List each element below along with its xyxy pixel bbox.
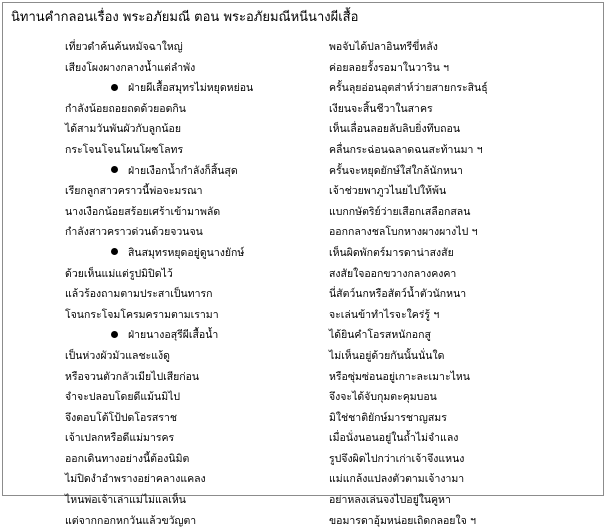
poem-line-left-text: แล้วร้องถามตามประสาเป็นทารก bbox=[65, 288, 213, 301]
poem-line-right: เงียนจะสิ้นชีวาในสาคร bbox=[329, 102, 433, 115]
poem-line-right: พอจับได้ปลาอินทรีขี่หลัง bbox=[329, 41, 438, 53]
poem-line-left bbox=[65, 490, 186, 511]
poem-line-left bbox=[65, 387, 180, 408]
poem-line-right: ครั้นจะหยุดยักษ์ใส่ใกล้นักหนา bbox=[329, 164, 463, 177]
poem-line-left-text: หรือจวนตัวกลัวเมียไปเสียก่อน bbox=[65, 370, 200, 383]
poem-row bbox=[3, 284, 603, 305]
poem-line-left bbox=[65, 428, 174, 449]
poem-line-left-text: ฝ่ายผีเสื้อสมุทรไม่หยุดหย่อน bbox=[128, 82, 254, 95]
poem-row bbox=[3, 243, 603, 264]
poem-line-left bbox=[65, 305, 219, 326]
poem-line-right: เจ้าช่วยพาภูวไนยไปให้พ้น bbox=[329, 185, 447, 198]
poem-line-left-text: กำลังน้อยถอยถดด้วยอดกิน bbox=[65, 102, 186, 115]
poem-line-left-text: ด้วยเห็นแม่แต่รูปมิปิดไว้ bbox=[65, 267, 173, 280]
poem-line-left bbox=[65, 37, 183, 58]
poem-row bbox=[3, 469, 603, 490]
poem-row bbox=[3, 511, 603, 531]
poem-line-right: รูปจึงผิดไปกว่าเก่าเจ้าจึงแหนง bbox=[329, 452, 465, 465]
document-frame bbox=[2, 2, 604, 527]
poem-line-left-text: เรียกลูกสาวคราวนี้พ่อจะมรณา bbox=[65, 185, 203, 198]
poem-line-left bbox=[65, 469, 206, 490]
poem-row bbox=[3, 490, 603, 511]
poem-line-left bbox=[65, 264, 173, 285]
poem-line-right: หรือซุ่มซ่อนอยู่เกาะละเมาะไหน bbox=[329, 370, 470, 383]
poem-row bbox=[3, 181, 603, 202]
poem-line-right: จะเล่นข้าทำไรจะใคร่รู้ ฯ bbox=[329, 308, 440, 321]
poem-line-left-text: ได้สามวันพันผัวกับลูกน้อย bbox=[65, 123, 181, 136]
poem-row bbox=[3, 161, 603, 182]
poem-line-right: ครั้นลุยอ่อนอุตส่าห์ว่ายสายกระสินธุ์ bbox=[329, 82, 488, 95]
poem-line-left bbox=[65, 99, 186, 120]
poem-row bbox=[3, 264, 603, 285]
poem-line-left bbox=[65, 511, 196, 531]
poem-line-left bbox=[65, 449, 189, 470]
poem-row bbox=[3, 428, 603, 449]
poem-row bbox=[3, 140, 603, 161]
poem-line-left bbox=[65, 408, 177, 429]
poem-line-left-text: ไม่ปิดงำอำพรางอย่าคลางแคลง bbox=[65, 473, 206, 486]
poem-line-left-text: จึงตอบโต้โป้ปดโอรสราช bbox=[65, 411, 177, 424]
poem-row bbox=[3, 99, 603, 120]
poem-line-right: คลื่นกระฉ่อนฉลาดฉนสะท้านมา ฯ bbox=[329, 143, 483, 156]
poem-row bbox=[3, 119, 603, 140]
poem-line-left-text: ไหนพ่อเจ้าเล่าแม่ไม่แลเห็น bbox=[65, 494, 186, 507]
poem-line-left bbox=[111, 243, 244, 264]
poem-line-left bbox=[65, 202, 220, 223]
poem-row bbox=[3, 202, 603, 223]
poem-line-right: ขอมารดาอุ้มหน่อยเถิดกลอยใจ ฯ bbox=[329, 514, 476, 527]
poem-line-left bbox=[65, 140, 183, 161]
poem-line-right: จึงจะได้จับกุมตะคุมบอน bbox=[329, 391, 437, 404]
poem-row bbox=[3, 37, 603, 58]
poem-row bbox=[3, 367, 603, 388]
poem-row bbox=[3, 346, 603, 367]
poem-line-left-text: ฝ่ายนางอสุรีผีเสื้อน้ำ bbox=[128, 329, 219, 342]
poem-line-left-text: โจนกระโจมโครมครามตามเรามา bbox=[65, 308, 219, 321]
poem-line-left bbox=[65, 119, 181, 140]
poem-line-left-text: ฝ่ายเงือกน้ำกำลังก็สิ้นสุด bbox=[128, 164, 238, 177]
poem-line-left bbox=[65, 222, 203, 243]
poem-line-right: เห็นเลื่อนลอยลับลิบยิ่งทึบถอน bbox=[329, 123, 460, 136]
poem-line-right: ออกกลางชลโบกหางผางผางไป ฯ bbox=[329, 226, 478, 239]
poem-line-left-text: กระโจนโจนโผนโผซโลทร bbox=[65, 143, 184, 156]
bullet-icon bbox=[111, 84, 118, 91]
poem-line-right: ได้ยินคำโอรสหนักอกสู bbox=[329, 329, 431, 342]
document-title: นิทานคำกลอนเรื่อง พระอภัยมณี ตอน พระอภัยมณีหนีนางผีเสื้อ bbox=[11, 10, 359, 25]
poem-line-left-text: กำลังสาวคราวด่วนด้วยจวนจน bbox=[65, 226, 203, 239]
poem-line-right: แม่แกล้งแปลงตัวตามเจ้างามา bbox=[329, 473, 465, 486]
poem-line-right: เห็นผิดพักตร์มารดาน่าสงสัย bbox=[329, 246, 454, 259]
poem-line-right: ไม่เห็นอยู่ด้วยกันนั้นนั่นใด bbox=[329, 349, 445, 362]
bullet-icon bbox=[111, 331, 118, 338]
poem-row bbox=[3, 325, 603, 346]
poem-line-right: สงสัยใจออกขวางกลางคงคา bbox=[329, 267, 457, 280]
poem-line-left bbox=[65, 58, 195, 79]
bullet-icon bbox=[111, 166, 118, 173]
poem-line-left bbox=[65, 346, 170, 367]
poem-row bbox=[3, 305, 603, 326]
bullet-icon bbox=[111, 248, 118, 255]
poem-line-right: ค่อยลอยรั้งรอมาในวาริน ฯ bbox=[329, 61, 450, 74]
poem-line-left bbox=[111, 325, 218, 346]
poem-row bbox=[3, 387, 603, 408]
poem-row bbox=[3, 78, 603, 99]
poem-line-left bbox=[111, 78, 253, 99]
poem-line-left bbox=[65, 367, 199, 388]
poem-row bbox=[3, 408, 603, 429]
poem-line-left-text: นางเงือกน้อยสร้อยเศร้าเข้ามาพลัด bbox=[65, 205, 221, 218]
poem-line-left-text: จำจะปลอบโดยดีแม้นมิไป bbox=[65, 391, 181, 404]
poem-row bbox=[3, 449, 603, 470]
poem-line-right: มิใช่ชาติยักษ์มารชาญสมร bbox=[329, 411, 447, 424]
poem-line-left-text: สินสมุทรหยุดอยู่ดูนางยักษ์ bbox=[128, 246, 245, 259]
poem-line-right: แบกกษัตริย์ว่ายเสือกเสลือกสลน bbox=[329, 205, 471, 218]
poem-body bbox=[3, 37, 603, 531]
poem-line-right: อย่าหลงเล่นจงไปอยู่ในคูหา bbox=[329, 494, 451, 507]
poem-line-left-text: แต่จากกอกหกวันแล้วขวัญตา bbox=[65, 514, 197, 527]
poem-line-right: นี่สัตว์นกหรือสัตว์น้ำตัวนักหนา bbox=[329, 288, 467, 301]
poem-line-left bbox=[111, 161, 238, 182]
poem-line-left-text: เที่ยวดำค้นค้นหมัจฉาใหญ่ bbox=[65, 41, 183, 53]
poem-line-left-text: เสียงโผงผางกลางน้ำแต่ลำพัง bbox=[65, 61, 196, 74]
poem-row bbox=[3, 222, 603, 243]
poem-line-left-text: ออกเดินทางอย่างนี้ต้องนิมิต bbox=[65, 452, 190, 465]
poem-line-left bbox=[65, 181, 203, 202]
poem-line-left bbox=[65, 284, 212, 305]
poem-line-left-text: เจ้าเปลกหรือดีแม่มารคร bbox=[65, 432, 175, 445]
poem-line-right: เมื่อนั่งนอนอยู่ในถ้ำไม่จำแลง bbox=[329, 432, 459, 445]
poem-row bbox=[3, 58, 603, 79]
poem-line-left-text: เป็นห่วงผัวมัวแลชะแง้ดู bbox=[65, 349, 170, 362]
